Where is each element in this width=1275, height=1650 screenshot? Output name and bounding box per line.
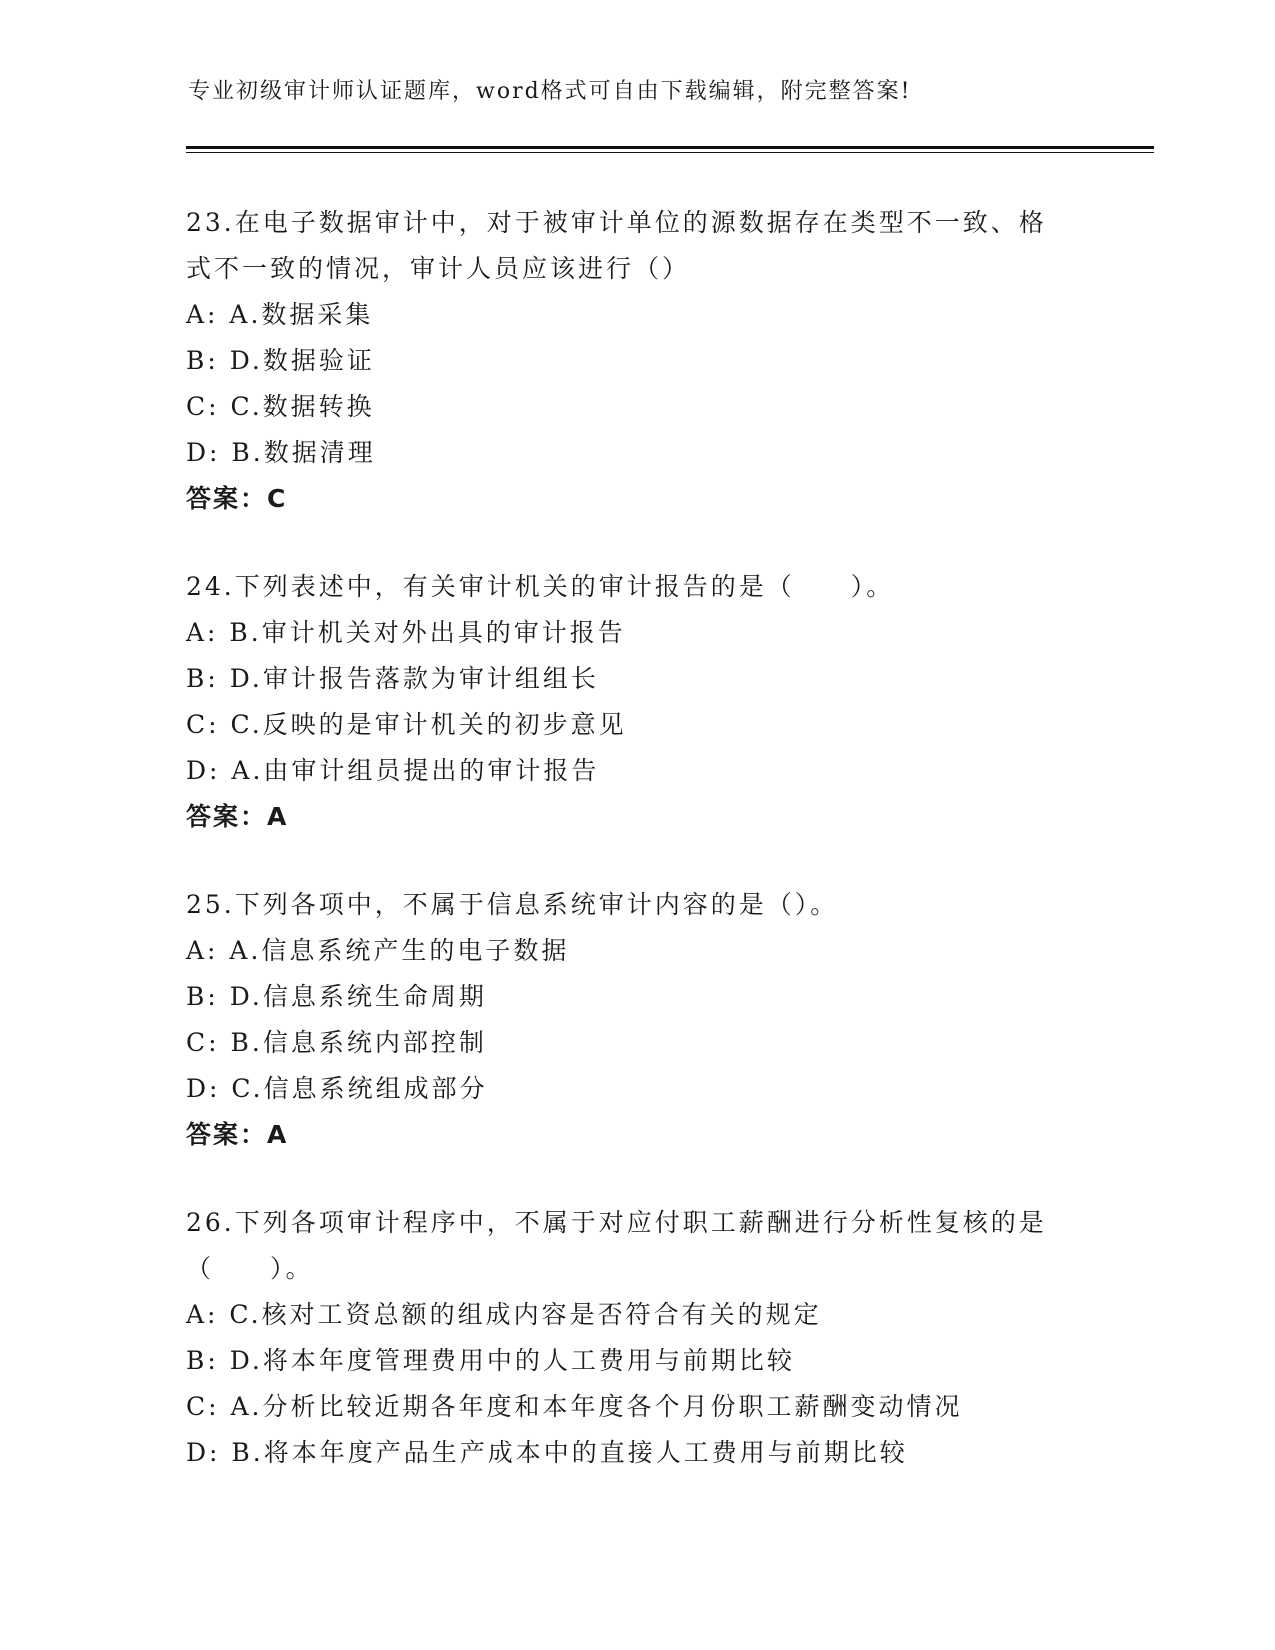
answer-label: 答案：A (186, 802, 289, 831)
question-stem-line: 式不一致的情况，审计人员应该进行（） (186, 254, 691, 283)
option-a: A: B.审计机关对外出具的审计报告 (186, 618, 626, 647)
question-24 (186, 564, 1086, 840)
question-23 (186, 200, 1086, 522)
option-a: A: C.核对工资总额的组成内容是否符合有关的规定 (186, 1300, 822, 1329)
option-d: D: B.将本年度产品生产成本中的直接人工费用与前期比较 (186, 1438, 908, 1467)
option-c: C: A.分析比较近期各年度和本年度各个月份职工薪酬变动情况 (186, 1392, 963, 1421)
option-c: C: B.信息系统内部控制 (186, 1028, 487, 1057)
option-d: D: C.信息系统组成部分 (186, 1074, 488, 1103)
option-d: D: B.数据清理 (186, 438, 376, 467)
option-b: B: D.数据验证 (186, 346, 375, 375)
option-c: C: C.反映的是审计机关的初步意见 (186, 710, 627, 739)
header-divider (186, 146, 1154, 153)
question-stem-line: （ ）。 (186, 1254, 314, 1283)
page-header: 专业初级审计师认证题库，word格式可自由下载编辑，附完整答案! (188, 79, 912, 104)
question-25 (186, 882, 1086, 1158)
question-list (186, 200, 1086, 1518)
option-b: B: D.将本年度管理费用中的人工费用与前期比较 (186, 1346, 795, 1375)
option-a: A: A.数据采集 (186, 300, 374, 329)
question-stem-line: 25.下列各项中，不属于信息系统审计内容的是（）。 (186, 890, 839, 919)
answer-label: 答案：A (186, 1120, 289, 1149)
question-26 (186, 1200, 1086, 1476)
option-b: B: D.信息系统生命周期 (186, 982, 487, 1011)
question-stem-line: 23.在电子数据审计中，对于被审计单位的源数据存在类型不一致、格 (186, 208, 1047, 237)
option-d: D: A.由审计组员提出的审计报告 (186, 756, 600, 785)
option-c: C: C.数据转换 (186, 392, 375, 421)
option-a: A: A.信息系统产生的电子数据 (186, 936, 570, 965)
question-stem-line: 26.下列各项审计程序中，不属于对应付职工薪酬进行分析性复核的是 (186, 1208, 1047, 1237)
question-stem-line: 24.下列表述中，有关审计机关的审计报告的是（ ）。 (186, 572, 895, 601)
option-b: B: D.审计报告落款为审计组组长 (186, 664, 599, 693)
answer-label: 答案：C (186, 484, 288, 513)
